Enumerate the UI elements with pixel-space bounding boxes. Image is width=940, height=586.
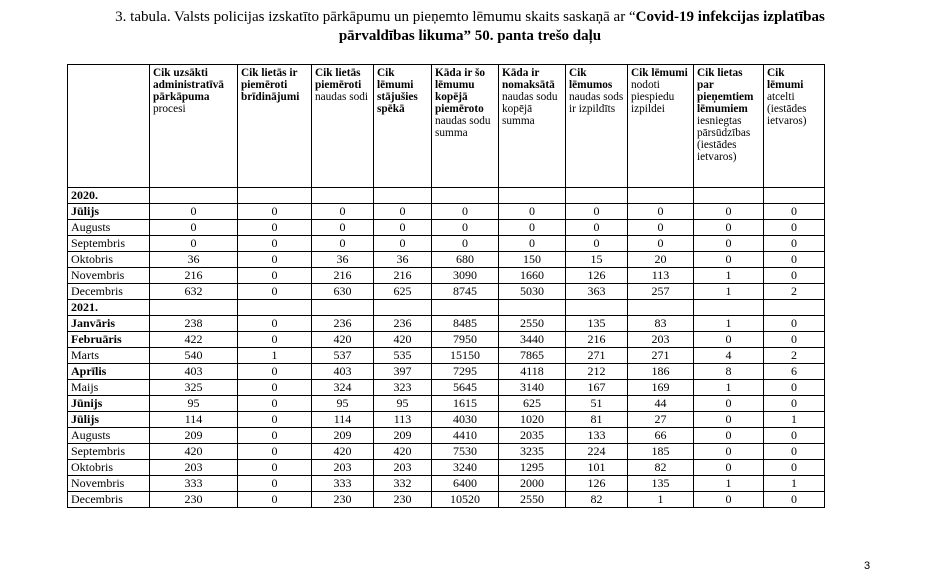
value-cell: 0: [499, 236, 566, 252]
value-cell: 625: [499, 396, 566, 412]
month-label: Marts: [68, 348, 150, 364]
value-cell: 403: [150, 364, 238, 380]
value-cell: 0: [694, 252, 764, 268]
value-cell: 0: [238, 492, 312, 508]
value-cell: 271: [566, 348, 628, 364]
empty-cell: [374, 188, 432, 204]
value-cell: 0: [764, 444, 825, 460]
table-row: [68, 460, 825, 476]
value-cell: 4410: [432, 428, 499, 444]
value-cell: 113: [374, 412, 432, 428]
value-cell: 1660: [499, 268, 566, 284]
value-cell: 0: [694, 428, 764, 444]
table-row: [68, 220, 825, 236]
value-cell: 0: [312, 220, 374, 236]
value-cell: 216: [150, 268, 238, 284]
column-header-text: naudas sodu summa: [435, 115, 491, 139]
value-cell: 0: [238, 364, 312, 380]
value-cell: 0: [238, 476, 312, 492]
value-cell: 209: [312, 428, 374, 444]
table-row: [68, 236, 825, 252]
value-cell: 216: [374, 268, 432, 284]
value-cell: 420: [150, 444, 238, 460]
value-cell: 4: [694, 348, 764, 364]
value-cell: 323: [374, 380, 432, 396]
value-cell: 4030: [432, 412, 499, 428]
month-label: Jūlijs: [68, 412, 150, 428]
value-cell: 36: [150, 252, 238, 268]
table-row: [68, 316, 825, 332]
value-cell: 0: [150, 236, 238, 252]
value-cell: 537: [312, 348, 374, 364]
month-label: Oktobris: [68, 252, 150, 268]
value-cell: 0: [566, 204, 628, 220]
year-label: 2020.: [68, 188, 150, 204]
value-cell: 126: [566, 476, 628, 492]
column-header: [566, 65, 628, 188]
statistics-table: [67, 64, 825, 508]
value-cell: 216: [312, 268, 374, 284]
value-cell: 0: [764, 396, 825, 412]
caption-article: ” 50. panta trešo daļu: [463, 28, 602, 44]
value-cell: 203: [374, 460, 432, 476]
value-cell: 3440: [499, 332, 566, 348]
column-header-bold: Cik lēmumi stājušies spēkā: [377, 67, 418, 115]
empty-cell: [150, 300, 238, 316]
value-cell: 4118: [499, 364, 566, 380]
value-cell: 1: [628, 492, 694, 508]
empty-cell: [238, 300, 312, 316]
empty-cell: [238, 188, 312, 204]
empty-cell: [566, 300, 628, 316]
table-row: [68, 476, 825, 492]
column-header-text: procesi: [153, 103, 186, 115]
value-cell: 113: [628, 268, 694, 284]
value-cell: 36: [374, 252, 432, 268]
value-cell: 150: [499, 252, 566, 268]
column-header: [238, 65, 312, 188]
empty-cell: [694, 300, 764, 316]
value-cell: 135: [566, 316, 628, 332]
table-row: [68, 380, 825, 396]
table-caption: [40, 8, 900, 46]
value-cell: 0: [764, 492, 825, 508]
column-header-text: naudas sodu kopējā summa: [502, 91, 558, 127]
value-cell: 397: [374, 364, 432, 380]
value-cell: 8: [694, 364, 764, 380]
value-cell: 0: [374, 204, 432, 220]
value-cell: 0: [694, 220, 764, 236]
value-cell: 420: [374, 444, 432, 460]
value-cell: 51: [566, 396, 628, 412]
value-cell: 1: [694, 268, 764, 284]
value-cell: 10520: [432, 492, 499, 508]
value-cell: 0: [238, 220, 312, 236]
value-cell: 420: [312, 444, 374, 460]
value-cell: 126: [566, 268, 628, 284]
value-cell: 95: [374, 396, 432, 412]
column-header-bold: Cik lietas par pieņemtiem lēmumiem: [697, 67, 754, 115]
value-cell: 0: [238, 332, 312, 348]
value-cell: 271: [628, 348, 694, 364]
value-cell: 236: [374, 316, 432, 332]
empty-cell: [764, 188, 825, 204]
value-cell: 7950: [432, 332, 499, 348]
value-cell: 7530: [432, 444, 499, 460]
table-header-row: [68, 65, 825, 188]
value-cell: 101: [566, 460, 628, 476]
empty-cell: [694, 188, 764, 204]
year-label: 2021.: [68, 300, 150, 316]
value-cell: 0: [694, 492, 764, 508]
value-cell: 82: [566, 492, 628, 508]
value-cell: 680: [432, 252, 499, 268]
value-cell: 167: [566, 380, 628, 396]
value-cell: 209: [374, 428, 432, 444]
value-cell: 5645: [432, 380, 499, 396]
value-cell: 1295: [499, 460, 566, 476]
value-cell: 81: [566, 412, 628, 428]
value-cell: 535: [374, 348, 432, 364]
value-cell: 1: [694, 476, 764, 492]
column-header-bold: Cik lietās piemēroti: [315, 67, 362, 91]
month-label: Februāris: [68, 332, 150, 348]
empty-cell: [499, 300, 566, 316]
month-label: Novembris: [68, 268, 150, 284]
value-cell: 0: [694, 460, 764, 476]
column-header-bold: Cik lietās ir piemēroti brīdinājumi: [241, 67, 300, 103]
value-cell: 0: [694, 204, 764, 220]
value-cell: 0: [150, 220, 238, 236]
column-header: [499, 65, 566, 188]
value-cell: 0: [764, 380, 825, 396]
month-label: Novembris: [68, 476, 150, 492]
value-cell: 0: [764, 332, 825, 348]
value-cell: 0: [764, 236, 825, 252]
value-cell: 203: [150, 460, 238, 476]
value-cell: 1: [764, 412, 825, 428]
month-label: Augusts: [68, 220, 150, 236]
value-cell: 209: [150, 428, 238, 444]
value-cell: 114: [312, 412, 374, 428]
value-cell: 203: [312, 460, 374, 476]
year-row: [68, 188, 825, 204]
page-number: 3: [864, 560, 871, 572]
value-cell: 0: [764, 428, 825, 444]
caption-text: 3. tabula. Valsts policijas izskatīto pārkāpumu un pieņemto lēmumu skaits saskaņā ar “: [115, 9, 636, 25]
value-cell: 0: [566, 236, 628, 252]
value-cell: 83: [628, 316, 694, 332]
value-cell: 95: [150, 396, 238, 412]
value-cell: 0: [238, 444, 312, 460]
value-cell: 0: [238, 412, 312, 428]
year-row: [68, 300, 825, 316]
value-cell: 169: [628, 380, 694, 396]
value-cell: 0: [238, 204, 312, 220]
table-row: [68, 492, 825, 508]
caption-line-1: [40, 8, 900, 27]
empty-cell: [628, 188, 694, 204]
value-cell: 1615: [432, 396, 499, 412]
value-cell: 0: [694, 444, 764, 460]
empty-cell: [374, 300, 432, 316]
value-cell: 133: [566, 428, 628, 444]
column-header-bold: Cik lēmumi: [767, 67, 804, 91]
value-cell: 0: [150, 204, 238, 220]
value-cell: 7295: [432, 364, 499, 380]
table-row: [68, 364, 825, 380]
value-cell: 0: [432, 220, 499, 236]
column-header: [374, 65, 432, 188]
empty-cell: [432, 300, 499, 316]
month-label: Aprīlis: [68, 364, 150, 380]
value-cell: 0: [694, 412, 764, 428]
value-cell: 8745: [432, 284, 499, 300]
column-header: [628, 65, 694, 188]
value-cell: 216: [566, 332, 628, 348]
value-cell: 2000: [499, 476, 566, 492]
value-cell: 15150: [432, 348, 499, 364]
empty-cell: [764, 300, 825, 316]
value-cell: 333: [150, 476, 238, 492]
value-cell: 0: [764, 204, 825, 220]
month-label: Jūlijs: [68, 204, 150, 220]
column-header: [150, 65, 238, 188]
value-cell: 185: [628, 444, 694, 460]
month-label: Janvāris: [68, 316, 150, 332]
value-cell: 224: [566, 444, 628, 460]
table-row: [68, 284, 825, 300]
value-cell: 1: [694, 316, 764, 332]
value-cell: 1020: [499, 412, 566, 428]
value-cell: 212: [566, 364, 628, 380]
column-header-text: iesniegtas pārsūdzības (iestādes ietvaros): [697, 115, 751, 163]
table-row: [68, 412, 825, 428]
value-cell: 0: [238, 268, 312, 284]
table-row: [68, 396, 825, 412]
month-label: Decembris: [68, 284, 150, 300]
value-cell: 3090: [432, 268, 499, 284]
value-cell: 0: [238, 316, 312, 332]
column-header-bold: Cik lēmumi: [631, 67, 688, 79]
value-cell: 0: [238, 236, 312, 252]
empty-cell: [432, 188, 499, 204]
value-cell: 238: [150, 316, 238, 332]
value-cell: 230: [312, 492, 374, 508]
caption-law-name-cont: pārvaldības likuma: [338, 28, 464, 44]
column-header-bold: Kāda ir šo lēmumu kopējā piemēroto: [435, 67, 486, 115]
value-cell: 66: [628, 428, 694, 444]
value-cell: 95: [312, 396, 374, 412]
month-label: Septembris: [68, 444, 150, 460]
value-cell: 324: [312, 380, 374, 396]
value-cell: 333: [312, 476, 374, 492]
value-cell: 7865: [499, 348, 566, 364]
value-cell: 203: [628, 332, 694, 348]
value-cell: 6400: [432, 476, 499, 492]
value-cell: 36: [312, 252, 374, 268]
table-row: [68, 444, 825, 460]
column-header-bold: Kāda ir nomaksātā: [502, 67, 555, 91]
value-cell: 3140: [499, 380, 566, 396]
value-cell: 630: [312, 284, 374, 300]
value-cell: 325: [150, 380, 238, 396]
month-label: Maijs: [68, 380, 150, 396]
month-label: Jūnijs: [68, 396, 150, 412]
table-row: [68, 428, 825, 444]
table-row: [68, 252, 825, 268]
value-cell: 2550: [499, 316, 566, 332]
value-cell: 1: [238, 348, 312, 364]
value-cell: 2035: [499, 428, 566, 444]
value-cell: 3240: [432, 460, 499, 476]
column-header: [312, 65, 374, 188]
empty-cell: [566, 188, 628, 204]
month-label: Oktobris: [68, 460, 150, 476]
value-cell: 5030: [499, 284, 566, 300]
value-cell: 2: [764, 348, 825, 364]
value-cell: 3235: [499, 444, 566, 460]
value-cell: 540: [150, 348, 238, 364]
value-cell: 0: [432, 236, 499, 252]
month-label: Septembris: [68, 236, 150, 252]
value-cell: 257: [628, 284, 694, 300]
value-cell: 135: [628, 476, 694, 492]
value-cell: 0: [764, 268, 825, 284]
value-cell: 0: [628, 220, 694, 236]
empty-cell: [312, 188, 374, 204]
column-header-text: naudas sodi: [315, 91, 369, 103]
value-cell: 0: [566, 220, 628, 236]
month-label: Augusts: [68, 428, 150, 444]
value-cell: 0: [238, 396, 312, 412]
value-cell: 0: [374, 236, 432, 252]
value-cell: 420: [312, 332, 374, 348]
value-cell: 0: [694, 236, 764, 252]
value-cell: 0: [432, 204, 499, 220]
value-cell: 0: [499, 220, 566, 236]
value-cell: 625: [374, 284, 432, 300]
column-header-bold: Cik uzsākti administratīvā pārkāpuma: [153, 67, 224, 103]
value-cell: 0: [238, 380, 312, 396]
value-cell: 0: [312, 204, 374, 220]
value-cell: 363: [566, 284, 628, 300]
month-label: Decembris: [68, 492, 150, 508]
empty-cell: [628, 300, 694, 316]
value-cell: 1: [764, 476, 825, 492]
value-cell: 82: [628, 460, 694, 476]
column-header: [764, 65, 825, 188]
empty-cell: [150, 188, 238, 204]
value-cell: 27: [628, 412, 694, 428]
value-cell: 0: [374, 220, 432, 236]
value-cell: 422: [150, 332, 238, 348]
value-cell: 0: [764, 316, 825, 332]
value-cell: 0: [238, 428, 312, 444]
value-cell: 2550: [499, 492, 566, 508]
table-row: [68, 348, 825, 364]
value-cell: 6: [764, 364, 825, 380]
column-header: [432, 65, 499, 188]
caption-line-2: [40, 27, 900, 46]
caption-law-name: Covid-19 infekcijas izplatības: [635, 9, 825, 25]
value-cell: 0: [499, 204, 566, 220]
value-cell: 0: [764, 220, 825, 236]
value-cell: 420: [374, 332, 432, 348]
column-header-text: nodoti piespiedu izpildei: [631, 79, 675, 115]
table-row: [68, 268, 825, 284]
value-cell: 20: [628, 252, 694, 268]
value-cell: 15: [566, 252, 628, 268]
value-cell: 0: [694, 332, 764, 348]
column-header-text: naudas sods ir izpildīts: [569, 91, 624, 115]
value-cell: 230: [150, 492, 238, 508]
column-header-text: atcelti (iestādes ietvaros): [767, 91, 807, 127]
value-cell: 0: [628, 204, 694, 220]
value-cell: 0: [764, 460, 825, 476]
value-cell: 114: [150, 412, 238, 428]
table-row: [68, 332, 825, 348]
value-cell: 0: [764, 252, 825, 268]
value-cell: 0: [628, 236, 694, 252]
value-cell: 0: [238, 252, 312, 268]
empty-cell: [312, 300, 374, 316]
column-header: [694, 65, 764, 188]
column-header-bold: Cik lēmumos: [569, 67, 613, 91]
table-body: [68, 188, 825, 508]
value-cell: 0: [238, 284, 312, 300]
value-cell: 403: [312, 364, 374, 380]
value-cell: 0: [238, 460, 312, 476]
value-cell: 1: [694, 284, 764, 300]
empty-cell: [499, 188, 566, 204]
header-cell-empty: [68, 65, 150, 188]
table-row: [68, 204, 825, 220]
value-cell: 236: [312, 316, 374, 332]
value-cell: 1: [694, 380, 764, 396]
value-cell: 8485: [432, 316, 499, 332]
value-cell: 186: [628, 364, 694, 380]
value-cell: 0: [694, 396, 764, 412]
value-cell: 44: [628, 396, 694, 412]
value-cell: 2: [764, 284, 825, 300]
value-cell: 230: [374, 492, 432, 508]
value-cell: 332: [374, 476, 432, 492]
value-cell: 0: [312, 236, 374, 252]
value-cell: 632: [150, 284, 238, 300]
